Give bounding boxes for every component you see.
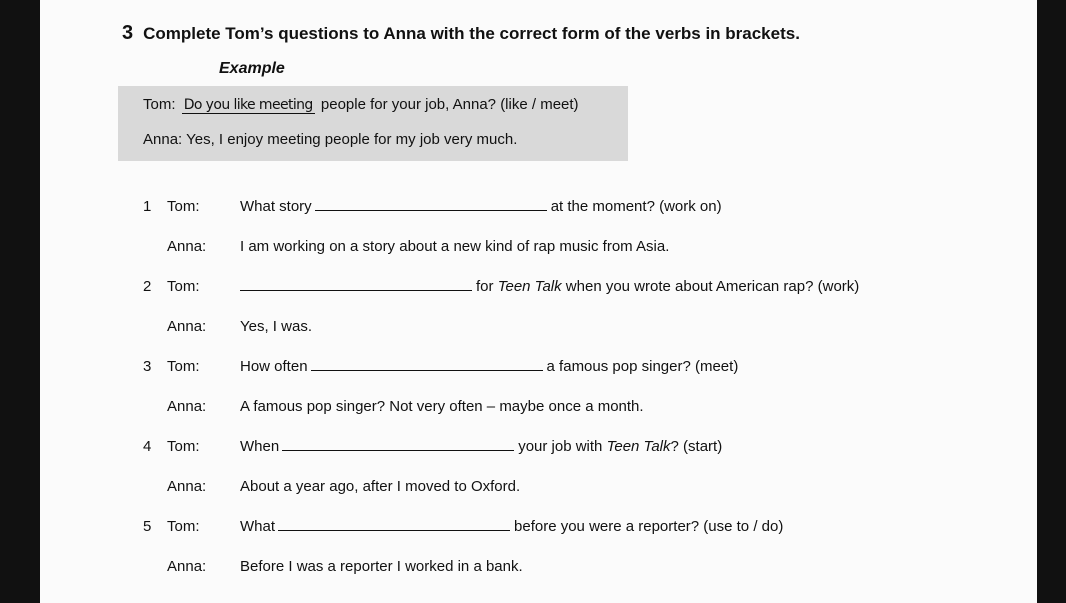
question-after-post: ? (start) — [670, 438, 723, 455]
question-before: What — [240, 518, 276, 535]
question-after-pre: your job with — [518, 438, 607, 455]
question-after: at the moment? (work on) — [550, 198, 722, 215]
question-text — [240, 438, 722, 455]
question-text — [240, 358, 738, 375]
question-after-post: when you wrote about American rap? (work) — [561, 278, 860, 295]
anna-answer: About a year ago, after I moved to Oxford. — [240, 478, 521, 495]
anna-answer: Yes, I was. — [240, 318, 312, 335]
example-tom-label: Tom: — [143, 96, 176, 113]
speaker-tom: Tom: — [167, 358, 200, 375]
worksheet-page — [40, 0, 1037, 603]
exercise-instruction: Complete Tom’s questions to Anna with the correct form of the verbs in brackets. — [143, 24, 800, 43]
item-number: 5 — [143, 518, 152, 535]
exercise-title — [122, 22, 800, 45]
speaker-tom: Tom: — [167, 438, 200, 455]
speaker-anna: Anna: — [167, 318, 207, 335]
magazine-name: Teen Talk — [497, 278, 562, 295]
answer-blank[interactable] — [278, 518, 510, 531]
question-after: before you were a reporter? (use to / do) — [514, 518, 784, 535]
speaker-anna: Anna: — [167, 398, 207, 415]
example-anna-line: Anna: Yes, I enjoy meeting people for my job very much. — [143, 131, 518, 148]
item-number: 2 — [143, 278, 152, 295]
question-text — [240, 278, 859, 295]
anna-answer: Before I was a reporter I worked in a bank. — [240, 558, 523, 575]
example-tom-rest: people for your job, Anna? (like / meet) — [320, 96, 579, 113]
speaker-tom: Tom: — [167, 198, 200, 215]
example-tom-line — [143, 96, 579, 114]
question-text — [240, 518, 783, 535]
answer-blank[interactable] — [282, 438, 514, 451]
question-after: a famous pop singer? (meet) — [546, 358, 739, 375]
speaker-tom: Tom: — [167, 278, 200, 295]
answer-blank[interactable] — [311, 358, 543, 371]
example-box — [118, 86, 628, 161]
question-before: What story — [240, 198, 312, 215]
speaker-anna: Anna: — [167, 558, 207, 575]
item-number: 3 — [143, 358, 152, 375]
speaker-tom: Tom: — [167, 518, 200, 535]
example-handwritten-answer: Do you like meeting — [183, 97, 313, 113]
question-text — [240, 198, 722, 215]
answer-blank[interactable] — [315, 198, 547, 211]
anna-answer: A famous pop singer? Not very often – maybe once a month. — [240, 398, 644, 415]
magazine-name: Teen Talk — [606, 438, 671, 455]
item-number: 1 — [143, 198, 152, 215]
speaker-anna: Anna: — [167, 478, 207, 495]
question-after-pre: for — [476, 278, 498, 295]
answer-blank[interactable] — [240, 278, 472, 291]
speaker-anna: Anna: — [167, 238, 207, 255]
anna-answer: I am working on a story about a new kind of rap music from Asia. — [240, 238, 670, 255]
question-before: How often — [240, 358, 308, 375]
question-before: When — [240, 438, 280, 455]
item-number: 4 — [143, 438, 152, 455]
example-heading: Example — [219, 60, 285, 77]
exercise-number: 3 — [122, 22, 134, 44]
